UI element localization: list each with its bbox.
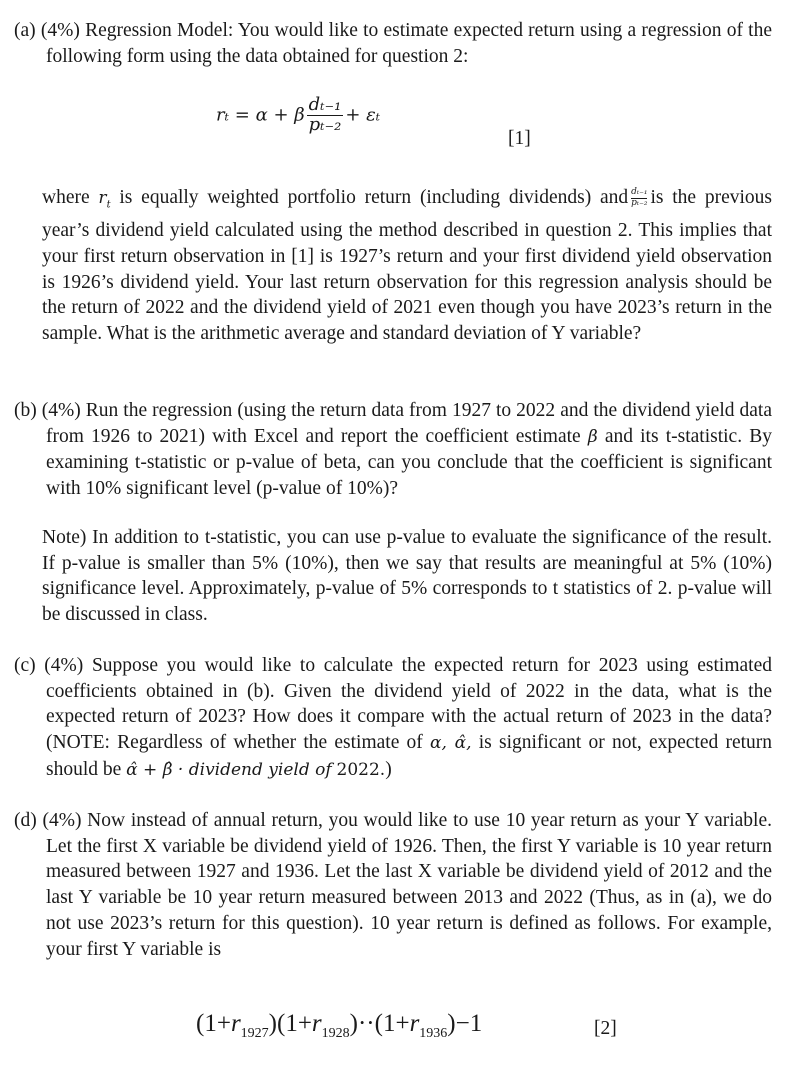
part-c-question: (c) (4%) Suppose you would like to calculate the expected return for 2023 using estimated coefficients obtained in (b). Given the dividend yield of 2022 in the data, what is the expected return of 2023? How does it compare with the actual return of 2023 in the data? (NOTE: Regardless of whether the estimate of α, α̂, is significant or not, expected return should be α̂ + β̂ · dividend yield of 2022.) (14, 655, 773, 780)
equation-number-1: [1] (508, 128, 531, 149)
ten-year-return-equation: $(1+r_{1927})(1+r_{1928})\cdot\cdot(1+r_{1936})-1$ (196, 1010, 483, 1041)
equation-number-2: [2] (594, 1018, 617, 1039)
part-b-question: (b) (4%) Run the regression (using the return data from 1927 to 2022 and the dividend yield data from 1926 to 2021) with Excel and report the coefficient estimate β and its t-statistic. By examining t-statistic or p-value of beta, can you conclude that the coefficient is significant with 10% significant level (p-value of 10%)? (14, 400, 772, 500)
part-a-intro: (a) (4%) Regression Model: You would like to estimate expected return using a regression of the following form using the data obtained for question 2: (14, 20, 772, 67)
part-a-where: where $r_t$ is equally weighted portfolio return (including dividends) and $\frac{\text{dₜ₋₁}}{\text{pₜ₋₂}}$ is the previous year’s dividend yield calculated using the method described in question 2. This implies that your first return observation in [1] is 1927’s return and your first dividend yield observation is 1926’s dividend yield. Your last return observation for this regression analysis should be the return of 2022 and the dividend yield of 2021 even though you have 2023’s return in the sample. What is the arithmetic average and standard deviation of Y variable? (42, 187, 773, 344)
r-symbol: $r_t$ (98, 188, 111, 211)
part-b-note: Note) In addition to t-statistic, you can use p-value to evaluate the significance of the result. If p-value is smaller than 5% (10%), then we say that results are meaningful at 5% (10%) significance level. Approximately, p-value of 5% corresponds to t statistics of 2. p-value will be discussed in class. (42, 527, 772, 626)
regression-equation: rₜ = α + β $\frac{\text{dₜ₋₁}}{\text{pₜ₋₂}}$ + εₜ (216, 94, 381, 135)
inline-dividend-yield-fraction: $\frac{\text{dₜ₋₁}}{\text{pₜ₋₂}}$ (631, 187, 648, 209)
part-d-question: (d) (4%) Now instead of annual return, you would like to use 10 year return as your Y variable. Let the first X variable be dividend yield of 1926. Then, the first Y variable is 10 year return measured between 1927 and 1936. Let the last X variable be dividend yield of 2012 and the last Y variable be 10 year return measured between 2013 and 2022 (Thus, as in (a), we do not use 2023’s return for this question). 10 year return is defined as follows. For example, your first Y variable is (14, 810, 772, 960)
dividend-yield-fraction: $\frac{\text{dₜ₋₁}}{\text{pₜ₋₂}}$ (308, 94, 342, 135)
